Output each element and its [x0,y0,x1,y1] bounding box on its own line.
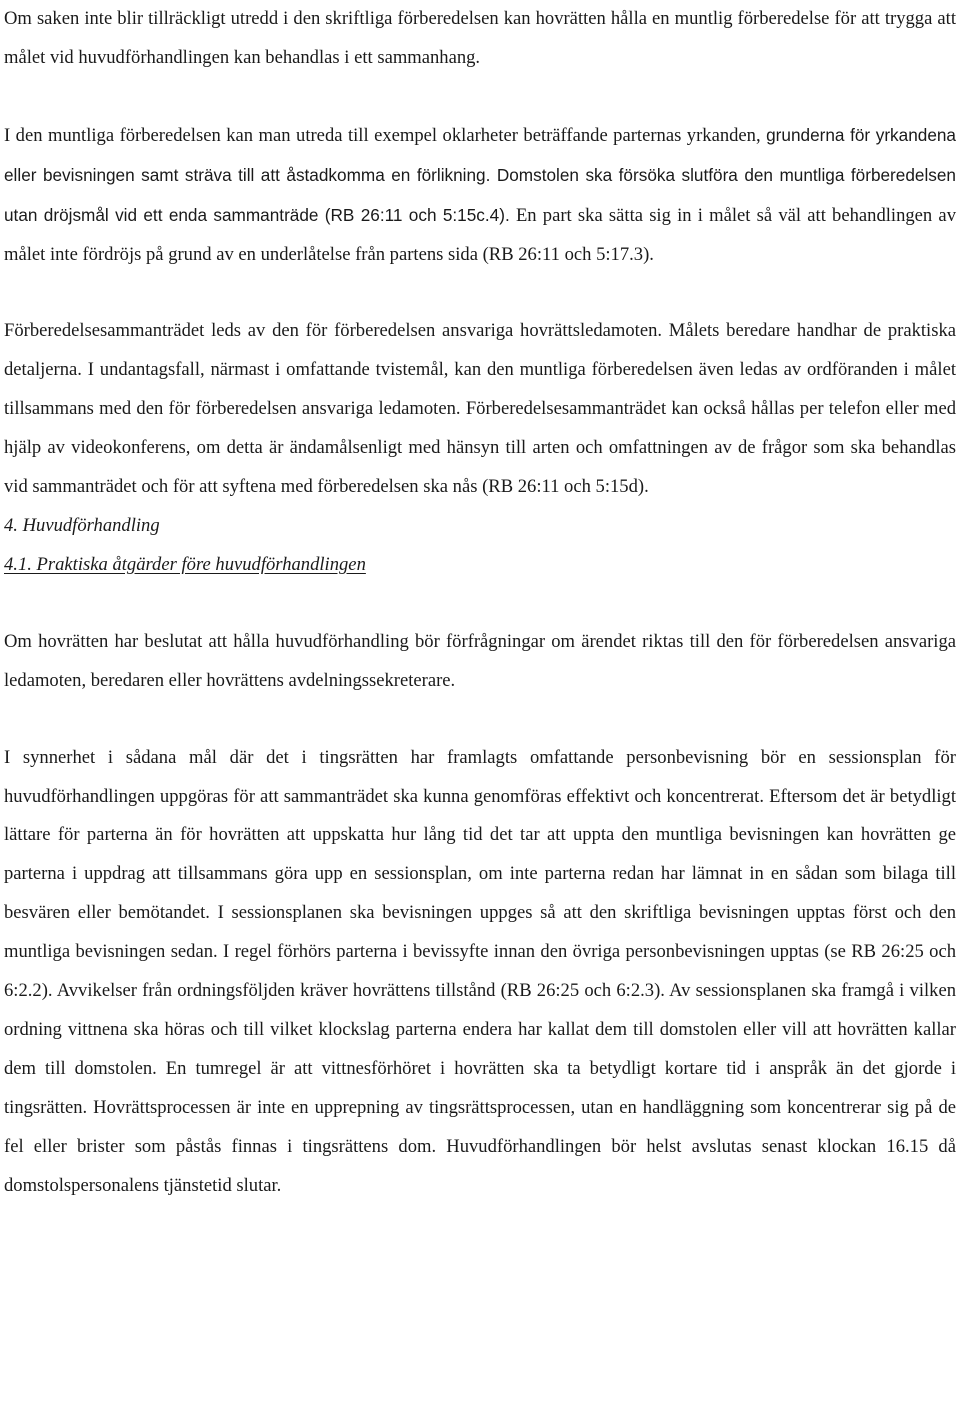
paragraph-preparation-meeting: Förberedelsesammanträdet leds av den för förberedelsen ansvariga hovrättsledamoten. Målets beredare handhar de praktiska detaljerna. I undantagsfall, närmast i omfattande tvistemål, kan den muntliga förberedelsen även ledas av ordföranden i målet tillsammans med den för förberedelsen ansvariga ledamoten. Förberedelsesammanträdet kan också hållas per telefon eller med hjälp av videokonferens, om detta är ändamålsenligt med hänsyn till arten och omfattningen av de frågor som ska behandlas vid sammanträdet och för att syftena med förberedelsen ska nås (RB 26:11 och 5:15d). [4,320,956,498]
paragraph-inquiries: Om hovrätten har beslutat att hålla huvudförhandling bör förfrågningar om ärendet riktas till den för förberedelsen ansvariga ledamoten, beredaren eller hovrättens avdelningssekreterare. [4,630,956,691]
paragraph-oral-preparation-scope-part-3: En part ska sätta sig in i målet så väl att behandlingen av målet inte fördröjs på grund av en underlåtelse från partens sida (RB 26:11 och 5:17.3). [4,204,956,265]
paragraph-oral-preparation-scope-part-2: grunderna för yrkandena eller bevisningen samt sträva till att åstadkomma en förlikning. Domstolen ska försöka slutföra den muntliga förberedelsen utan dröjsmål vid ett enda sammanträde (RB 26:11 och 5:15c.4). [4,124,956,225]
document-page [4,0,956,1205]
heading-main-hearing: 4. Huvudförhandling [4,514,160,536]
paragraph-session-plan: I synnerhet i sådana mål där det i tingsrätten har framlagts omfattande personbevisning bör en sessionsplan för huvudförhandlingen uppgöras för att sammanträdet ska kunna genomföras effektivt och koncentrerat. Eftersom det är betydligt lättare för parterna än för hovrätten att uppskatta hur lång tid det tar att uppta den muntliga bevisningen kan hovrätten ge parterna i uppdrag att tillsammans göra upp en sessionsplan, om inte parterna redan har lämnat in en sådan som bilaga till besvären eller bemötandet. I sessionsplanen ska bevisningen uppges så att den skriftliga bevisningen upptas först och den muntliga bevisningen sedan. I regel förhörs parterna i bevissyfte innan den övriga personbevisningen upptas (se RB 26:25 och 6:2.2). Avvikelser från ordningsföljden kräver hovrättens tillstånd (RB 26:25 och 6:2.3). Av sessionsplanen ska framgå i vilken ordning vittnena ska höras och till vilket klockslag parterna endera har kallat dem till domstolen eller vill att hovrätten kallar dem till domstolen. En tumregel är att vittnesförhöret i hovrätten ska ta betydligt kortare tid i anspråk än det gjorde i tingsrätten. Hovrättsprocessen är inte en upprepning av tingsrättsprocessen, utan en handläggning som koncentrerar sig på de fel eller brister som påstås finnas i tingsrättens dom. Huvudförhandlingen bör helst avslutas senast klockan 16.15 då domstolspersonalens tjänstetid slutar. [4,746,956,1196]
paragraph-oral-preparation-scope-part-1: I den muntliga förberedelsen kan man utreda till exempel oklarheter beträffande parternas yrkanden, [4,124,767,146]
heading-practical-measures: 4.1. Praktiska åtgärder före huvudförhandlingen [4,553,366,575]
paragraph-oral-preparation-intro: Om saken inte blir tillräckligt utredd i den skriftliga förberedelsen kan hovrätten hålla en muntlig förberedelse för att trygga att målet vid huvudförhandlingen kan behandlas i ett sammanhang. [4,8,956,68]
paragraph-oral-preparation-scope [4,116,956,275]
